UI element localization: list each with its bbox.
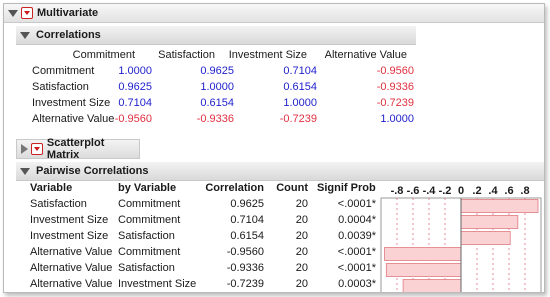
corr-cell: 0.6154 <box>200 97 234 109</box>
corr-cell: -0.9336 <box>196 113 234 125</box>
pw-count: 20 <box>295 262 308 274</box>
corr-col-header: Satisfaction <box>158 49 215 61</box>
pw-variable: Alternative Value <box>30 262 113 274</box>
axis-tick-label: -.2 <box>438 185 452 197</box>
corr-cell: 1.0000 <box>200 81 234 93</box>
corr-cell: 0.9625 <box>118 81 152 93</box>
report-window <box>3 3 545 293</box>
corr-col-header: Commitment <box>72 49 135 61</box>
corr-cell: -0.9336 <box>376 81 414 93</box>
col-header-variable: Variable <box>30 182 73 194</box>
corr-row-label: Alternative Value <box>32 113 115 125</box>
pw-signif-prob: 0.0039* <box>338 230 376 242</box>
col-header-by-variable: by Variable <box>118 182 177 194</box>
correlation-bar <box>461 232 510 245</box>
pw-variable: Investment Size <box>30 230 109 242</box>
corr-cell: -0.9560 <box>376 65 414 77</box>
pw-by-variable: Commitment <box>118 214 181 226</box>
corr-cell: 1.0000 <box>118 65 152 77</box>
corr-cell: 1.0000 <box>283 97 317 109</box>
pw-by-variable: Commitment <box>118 246 181 258</box>
pw-signif-prob: <.0001* <box>337 262 376 274</box>
corr-row-label: Investment Size <box>32 97 111 109</box>
corr-row-label: Commitment <box>32 65 95 77</box>
pw-correlation: 0.9625 <box>230 198 264 210</box>
pw-count: 20 <box>295 246 308 258</box>
corr-cell: 0.7104 <box>283 65 317 77</box>
correlations-title: Correlations <box>36 29 101 41</box>
corr-cell: -0.7239 <box>376 97 414 109</box>
pw-count: 20 <box>295 278 308 290</box>
corr-cell: 0.7104 <box>118 97 152 109</box>
correlation-bar <box>386 264 461 277</box>
pw-by-variable: Satisfaction <box>118 262 175 274</box>
pairwise-correlations-title: Pairwise Correlations <box>36 165 149 177</box>
pw-by-variable: Satisfaction <box>118 230 175 242</box>
pw-by-variable: Commitment <box>118 198 181 210</box>
scatterplot-matrix-title: Scatterplot Matrix <box>46 137 105 161</box>
pw-correlation: 0.6154 <box>230 230 264 242</box>
axis-tick-label: .4 <box>488 185 498 197</box>
pw-variable: Alternative Value <box>30 246 113 258</box>
pw-signif-prob: <.0001* <box>337 198 376 210</box>
pw-by-variable: Investment Size <box>118 278 197 290</box>
axis-tick-label: .2 <box>472 185 482 197</box>
corr-cell: -0.7239 <box>279 113 317 125</box>
correlation-bar <box>385 248 461 261</box>
axis-tick-label: -.8 <box>390 185 404 197</box>
pw-correlation: -0.7239 <box>226 278 264 290</box>
corr-cell: 0.9625 <box>200 65 234 77</box>
corr-cell: -0.9560 <box>114 113 152 125</box>
col-header-signif-prob: Signif Prob <box>317 182 376 194</box>
axis-tick-label: -.4 <box>422 185 436 197</box>
pw-signif-prob: 0.0004* <box>338 214 376 226</box>
corr-cell: 1.0000 <box>380 113 414 125</box>
axis-tick-label: .6 <box>504 185 514 197</box>
pw-variable: Alternative Value <box>30 278 113 290</box>
axis-tick-label: 0 <box>457 185 465 197</box>
corr-col-header: Alternative Value <box>324 49 407 61</box>
col-header-count: Count <box>276 182 308 194</box>
correlation-bar-chart <box>4 4 544 293</box>
correlation-bar <box>403 280 461 293</box>
axis-tick-label: .8 <box>520 185 530 197</box>
pw-count: 20 <box>295 198 308 210</box>
corr-col-header: Investment Size <box>228 49 307 61</box>
pw-signif-prob: <.0001* <box>337 246 376 258</box>
pw-correlation: -0.9336 <box>226 262 264 274</box>
multivariate-title: Multivariate <box>37 7 99 19</box>
axis-tick-label: -.6 <box>406 185 420 197</box>
pw-variable: Investment Size <box>30 214 109 226</box>
pw-correlation: -0.9560 <box>226 246 264 258</box>
corr-cell: 0.6154 <box>283 81 317 93</box>
pw-count: 20 <box>295 214 308 226</box>
pw-variable: Satisfaction <box>30 198 87 210</box>
pw-correlation: 0.7104 <box>230 214 264 226</box>
pw-count: 20 <box>295 230 308 242</box>
corr-row-label: Satisfaction <box>32 81 89 93</box>
correlation-bar <box>461 216 518 229</box>
pw-signif-prob: 0.0003* <box>338 278 376 290</box>
correlation-bar <box>461 200 538 213</box>
col-header-correlation: Correlation <box>205 182 264 194</box>
